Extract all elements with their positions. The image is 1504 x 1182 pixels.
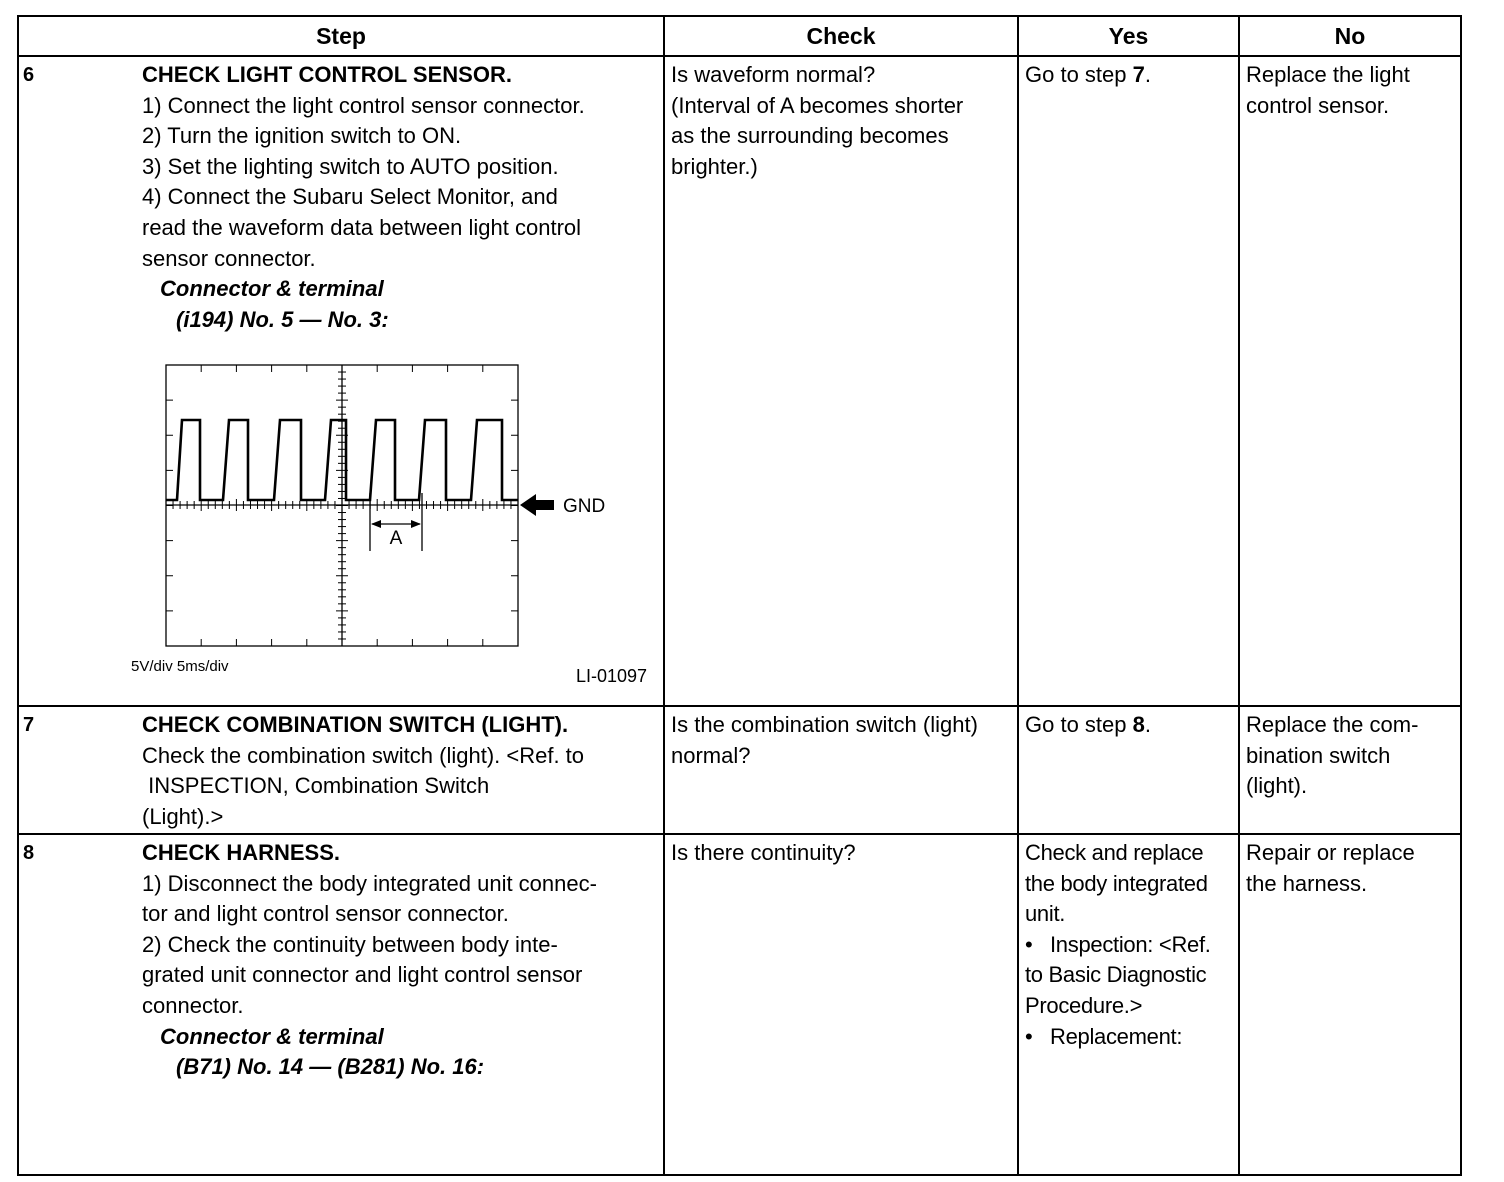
table-row bbox=[18, 56, 1461, 706]
step-line: Check the combination switch (light). <Ref. to bbox=[142, 742, 585, 768]
step-line: connector. bbox=[142, 992, 244, 1018]
step-cell bbox=[18, 706, 664, 834]
check-cell bbox=[664, 834, 1018, 1175]
step-number: 8 bbox=[23, 842, 35, 864]
step-line: read the waveform data between light control bbox=[142, 214, 582, 240]
yes-cell bbox=[1018, 834, 1239, 1175]
step-line: INSPECTION, Combination Switch bbox=[142, 773, 490, 799]
yes-line: to Basic Diagnostic bbox=[1025, 962, 1207, 988]
table-row bbox=[18, 706, 1461, 834]
step-cell bbox=[18, 56, 664, 706]
check-cell bbox=[664, 56, 1018, 706]
connector-terminals: (B71) No. 14 — (B281) No. 16: bbox=[176, 1054, 485, 1080]
no-line: (light). bbox=[1246, 773, 1308, 799]
interval-arrowhead-right bbox=[411, 520, 421, 528]
step-line: 1) Connect the light control sensor connector. bbox=[142, 92, 585, 118]
no-line: Replace the light bbox=[1246, 62, 1410, 87]
interval-label: A bbox=[389, 528, 403, 550]
diagnostic-table bbox=[17, 15, 1462, 1176]
no-line: bination switch bbox=[1246, 742, 1391, 768]
header-check: Check bbox=[664, 16, 1018, 56]
step-line: 4) Connect the Subaru Select Monitor, and bbox=[142, 184, 558, 210]
waveform-figure bbox=[130, 335, 650, 687]
no-cell bbox=[1239, 834, 1461, 1175]
no-line: Repair or replace bbox=[1246, 840, 1415, 865]
figure-id: LI-01097 bbox=[575, 666, 647, 687]
step-title: CHECK LIGHT CONTROL SENSOR. bbox=[142, 62, 512, 87]
header-step: Step bbox=[18, 16, 664, 56]
yes-bullet: • Replacement: bbox=[1025, 1022, 1232, 1053]
step-title: CHECK HARNESS. bbox=[142, 840, 341, 865]
yes-line: Procedure.> bbox=[1025, 992, 1143, 1018]
check-line: as the surrounding becomes bbox=[671, 123, 949, 149]
connector-label: Connector & terminal bbox=[160, 276, 384, 302]
yes-cell bbox=[1018, 56, 1239, 706]
yes-suffix: . bbox=[1144, 62, 1151, 87]
yes-step: 8 bbox=[1132, 712, 1145, 737]
yes-bullet-text: Replacement: bbox=[1050, 1023, 1183, 1049]
header-yes: Yes bbox=[1018, 16, 1239, 56]
yes-bullet-text: Inspection: <Ref. bbox=[1050, 931, 1211, 957]
no-line: Replace the com- bbox=[1246, 712, 1419, 737]
step-line: 2) Turn the ignition switch to ON. bbox=[142, 123, 462, 149]
check-cell bbox=[664, 706, 1018, 834]
check-line: Is the combination switch (light) bbox=[671, 712, 978, 737]
yes-prefix: Go to step bbox=[1025, 62, 1133, 87]
header-no: No bbox=[1239, 16, 1461, 56]
yes-prefix: Go to step bbox=[1025, 712, 1133, 737]
step-line: sensor connector. bbox=[142, 245, 316, 271]
connector-label: Connector & terminal bbox=[160, 1023, 384, 1049]
no-line: control sensor. bbox=[1246, 92, 1390, 118]
yes-line: the body integrated bbox=[1025, 870, 1208, 896]
step-line: (Light).> bbox=[142, 803, 224, 829]
check-line: normal? bbox=[671, 742, 751, 768]
no-cell bbox=[1239, 56, 1461, 706]
check-line: brighter.) bbox=[671, 153, 758, 179]
step-title: CHECK COMBINATION SWITCH (LIGHT). bbox=[142, 712, 569, 737]
yes-line: Check and replace bbox=[1025, 840, 1204, 865]
gnd-label: GND bbox=[563, 496, 606, 518]
yes-step: 7 bbox=[1132, 62, 1145, 87]
interval-arrowhead-left bbox=[371, 520, 381, 528]
step-line: grated unit connector and light control sensor bbox=[142, 962, 583, 988]
no-line: the harness. bbox=[1246, 870, 1368, 896]
check-line: Is there continuity? bbox=[671, 840, 856, 865]
step-line: tor and light control sensor connector. bbox=[142, 901, 509, 927]
scale-label: 5V/div 5ms/div bbox=[131, 658, 229, 676]
step-cell bbox=[18, 834, 664, 1175]
step-line: 1) Disconnect the body integrated unit connec- bbox=[142, 870, 597, 896]
step-number: 7 bbox=[23, 714, 35, 736]
connector-terminals: (i194) No. 5 — No. 3: bbox=[176, 306, 389, 332]
gnd-arrow-icon bbox=[520, 494, 554, 516]
check-line: (Interval of A becomes shorter bbox=[671, 92, 964, 118]
header-row bbox=[18, 16, 1461, 56]
yes-suffix: . bbox=[1144, 712, 1151, 737]
table-row bbox=[18, 834, 1461, 1175]
no-cell bbox=[1239, 706, 1461, 834]
yes-cell bbox=[1018, 706, 1239, 834]
step-line: 2) Check the continuity between body inte- bbox=[142, 931, 558, 957]
check-line: Is waveform normal? bbox=[671, 62, 876, 87]
step-number: 6 bbox=[23, 64, 35, 86]
step-line: 3) Set the lighting switch to AUTO position. bbox=[142, 153, 559, 179]
yes-line: unit. bbox=[1025, 901, 1066, 927]
yes-bullet: • Inspection: <Ref. bbox=[1025, 930, 1232, 961]
